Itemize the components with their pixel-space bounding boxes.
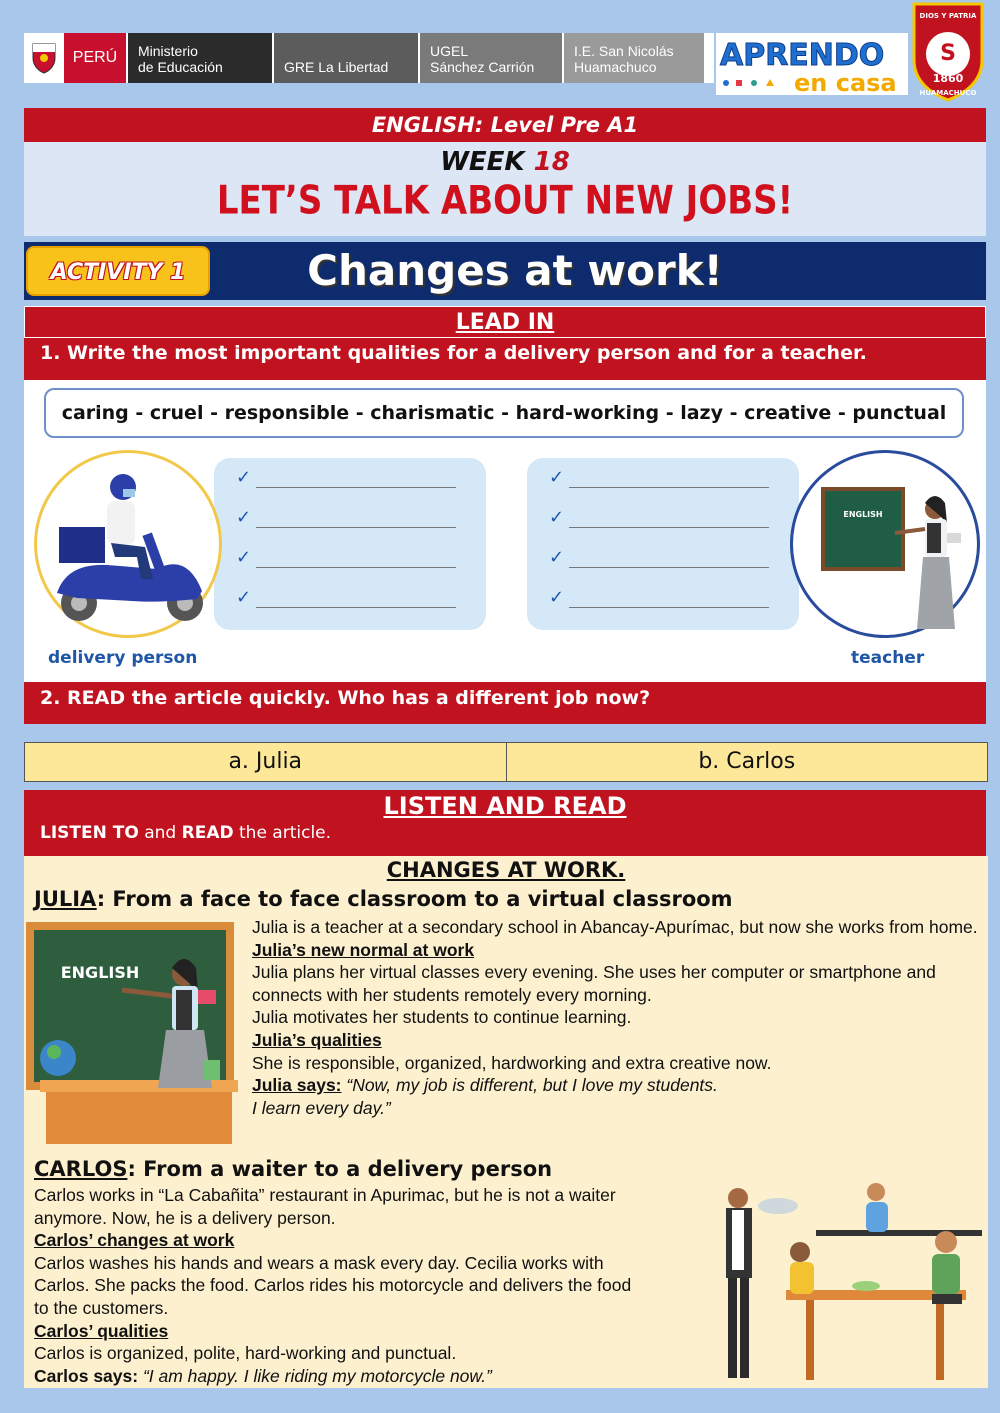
julia-says: Julia says: “Now, my job is different, but I love my students. — [252, 1075, 718, 1096]
answer-line[interactable] — [549, 588, 769, 608]
header-bar — [24, 33, 714, 83]
ministerio-label: Ministerio de Educación — [126, 33, 272, 83]
delivery-person-illustration — [34, 450, 222, 638]
restaurant-illustration — [716, 1180, 982, 1384]
check-icon: ✓ — [236, 507, 252, 528]
shield-top-text: DIOS Y PATRIA — [919, 12, 977, 20]
julia-p3: Julia motivates her students to continue learning. — [252, 1007, 632, 1028]
encasa-text: en casa — [794, 69, 897, 95]
listen-read-heading: LISTEN AND READ — [383, 792, 627, 820]
aprendo-en-casa-logo — [716, 33, 908, 95]
carlos-changes-heading: Carlos’ changes at work — [34, 1230, 235, 1251]
listen-instruction: LISTEN TO and READ the article. — [40, 823, 332, 843]
peru-label: PERÚ — [64, 33, 126, 83]
check-icon: ✓ — [549, 547, 565, 568]
word-bank: caring - cruel - responsible - charismatic - hard-working - lazy - creative - punctual — [44, 388, 964, 438]
activity-badge: ACTIVITY 1 — [26, 246, 210, 296]
carlos-p2c: to the customers. — [34, 1297, 169, 1318]
carlos-p3: Carlos is organized, polite, hard-working and punctual. — [34, 1343, 457, 1364]
listen-read-band — [24, 790, 986, 856]
option-carlos[interactable]: b. Carlos — [698, 749, 796, 774]
svg-text:S: S — [940, 41, 956, 66]
ie-label: I.E. San Nicolás Huamachuco — [562, 33, 704, 83]
carlos-qualities-heading: Carlos’ qualities — [34, 1320, 169, 1341]
question-1: 1. Write the most important qualities for a delivery person and for a teacher. — [24, 338, 986, 380]
carlos-p2b: Carlos. She packs the food. Carlos rides his motorcycle and delivers the food — [34, 1275, 632, 1296]
ugel-label: UGEL Sánchez Carrión — [418, 33, 562, 83]
activity-title: Changes at work! — [307, 246, 723, 295]
answer-line[interactable] — [549, 508, 769, 528]
julia-p1: Julia is a teacher at a secondary school in Abancay-Apurímac, but now she works from home. — [252, 917, 978, 937]
carlos-p1b: anymore. Now, he is a delivery person. — [34, 1207, 336, 1228]
carlos-p2a: Carlos washes his hands and wears a mask every day. Cecilia works with — [34, 1252, 604, 1273]
julia-p4: She is responsible, organized, hardworking and extra creative now. — [252, 1052, 772, 1073]
teacher-illustration — [790, 450, 980, 638]
carlos-p1a: Carlos works in “La Cabañita” restaurant in Apurimac, but he is not a waiter — [34, 1185, 616, 1205]
shield-year-text: 1860 — [932, 72, 964, 85]
answer-line[interactable] — [236, 588, 456, 608]
julia-quote-end: I learn every day.” — [252, 1097, 391, 1118]
carlos-heading: CARLOS: From a waiter to a delivery person — [34, 1157, 553, 1181]
check-icon: ✓ — [549, 587, 565, 608]
board-label: ENGLISH — [843, 510, 883, 519]
answer-line[interactable] — [236, 468, 456, 488]
answer-line[interactable] — [236, 548, 456, 568]
julia-normal-heading: Julia’s new normal at work — [252, 939, 475, 960]
week-box — [24, 142, 986, 236]
teacher-answer-lines — [527, 458, 799, 630]
check-icon: ✓ — [236, 467, 252, 488]
school-shield-icon — [910, 2, 986, 102]
julia-text — [252, 916, 984, 1119]
article-title: CHANGES AT WORK. — [386, 858, 626, 882]
question-2: 2. READ the article quickly. Who has a different job now? — [24, 682, 986, 724]
julia-board-label: ENGLISH — [60, 963, 140, 982]
julia-p2: Julia plans her virtual classes every evening. She uses her computer or smartphone and connects with her students remotely every morning. — [252, 962, 936, 1005]
aprendo-text: APRENDO — [720, 38, 885, 73]
julia-qualities-heading: Julia’s qualities — [252, 1029, 382, 1050]
julia-heading: JULIA: From a face to face classroom to a virtual classroom — [34, 887, 733, 911]
answer-options — [24, 742, 988, 782]
julia-classroom-illustration — [26, 920, 238, 1148]
shield-bottom-text: HUAMACHUCO — [919, 89, 977, 97]
option-julia[interactable]: a. Julia — [25, 743, 507, 781]
lead-in-heading: LEAD IN — [24, 306, 986, 338]
answer-line[interactable] — [236, 508, 456, 528]
week-heading: WEEK 18 — [440, 147, 570, 177]
check-icon: ✓ — [549, 507, 565, 528]
check-icon: ✓ — [236, 547, 252, 568]
delivery-person-label: delivery person — [48, 648, 198, 668]
answer-line[interactable] — [549, 468, 769, 488]
answer-line[interactable] — [549, 548, 769, 568]
main-title: LET’S TALK ABOUT NEW JOBS! — [216, 178, 794, 224]
gre-label: GRE La Libertad — [272, 33, 418, 83]
course-title: ENGLISH: Level Pre A1 — [24, 108, 986, 142]
check-icon: ✓ — [236, 587, 252, 608]
peru-coat-of-arms-icon — [24, 33, 64, 83]
delivery-answer-lines — [214, 458, 486, 630]
carlos-says: Carlos says: “I am happy. I like riding my motorcycle now.” — [34, 1365, 492, 1386]
carlos-text — [34, 1184, 714, 1387]
check-icon: ✓ — [549, 467, 565, 488]
teacher-label: teacher — [851, 648, 925, 668]
